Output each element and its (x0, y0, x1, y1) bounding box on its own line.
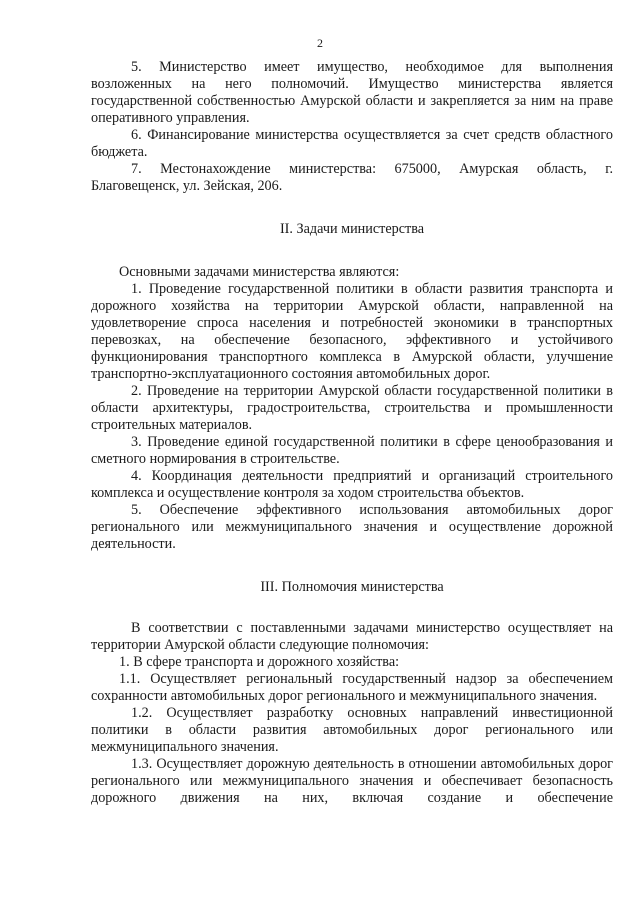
page-number: 2 (317, 36, 323, 50)
document-body (91, 59, 613, 807)
power-item-1-1: 1.1. Осуществляет региональный государственный надзор за обеспечением сохранности автомобильных дорог регионального и межмуниципального значения. (91, 671, 613, 704)
section-3-title: III. Полномочия министерства (260, 579, 444, 595)
section-2-title: II. Задачи министерства (279, 221, 425, 237)
paragraph-6: 6. Финансирование министерства осуществляется за счет средств областного бюджета. (91, 127, 613, 160)
paragraph-7: 7. Местонахождение министерства: 675000, Амурская область, г. Благовещенск, ул. Зейская, 206. (91, 161, 613, 194)
section-2-intro: Основными задачами министерства являются: (119, 264, 400, 280)
task-item-2: 2. Проведение на территории Амурской области государственной политики в области архитектуры, градостроительства, строительства и промышленности строительных материалов. (91, 383, 613, 433)
power-item-1-2: 1.2. Осуществляет разработку основных направлений инвестиционной политики в области развития автомобильных дорог регионального или межмуниципального значения. (91, 705, 613, 755)
section-3-intro: В соответствии с поставленными задачами министерство осуществляет на территории Амурской области следующие полномочия: (91, 620, 613, 653)
paragraph-5: 5. Министерство имеет имущество, необходимое для выполнения возложенных на него полномочий. Имущество министерства является государственной собственностью Амурской области и закрепляется за ним на праве оперативного управления. (91, 59, 613, 126)
power-item-1-3: 1.3. Осуществляет дорожную деятельность в отношении автомобильных дорог регионального или межмуниципального значения и обеспечивает безопасность дорожного движения на них, включая создание и обеспечение (91, 756, 613, 806)
task-item-1: 1. Проведение государственной политики в области развития транспорта и дорожного хозяйства на территории Амурской области, направленной на удовлетворение спроса населения и потребностей экономики в транспортных перевозках, на обеспечение безопасного, эффективного и устойчивого функционирования транспортного комплекса в Амурской области, улучшение транспортно-эксплуатационного состояния автомобильных дорог. (91, 281, 613, 382)
task-item-4: 4. Координация деятельности предприятий и организаций строительного комплекса и осуществление контроля за ходом строительства объектов. (91, 468, 613, 501)
section-3-subheading: 1. В сфере транспорта и дорожного хозяйства: (119, 654, 400, 670)
task-item-3: 3. Проведение единой государственной политики в сфере ценообразования и сметного нормирования в строительстве. (91, 434, 613, 467)
task-item-5: 5. Обеспечение эффективного использования автомобильных дорог регионального или межмуниципального значения и осуществление дорожной деятельности. (91, 502, 613, 552)
